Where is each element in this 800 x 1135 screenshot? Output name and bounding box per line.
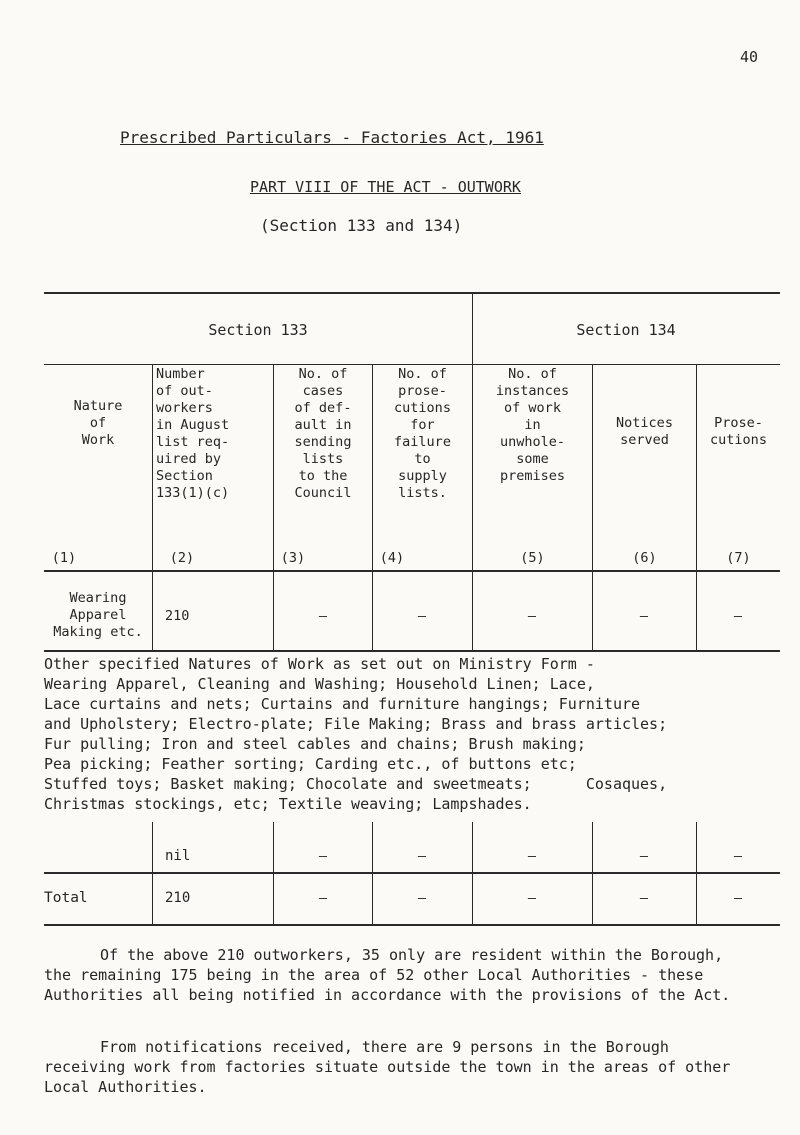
col-header-1: Nature of Work <box>73 398 123 448</box>
other-natures-line-8: Christmas stockings, etc; Textile weaving; Lampshades. <box>44 795 532 813</box>
col-header-5: No. of instances of work in unwhole- some premises <box>495 366 570 484</box>
total-col2: 210 <box>165 890 191 906</box>
table-bottom-rule <box>44 924 780 926</box>
col-num-3: (3) <box>280 550 306 566</box>
row1-col6: – <box>639 608 649 624</box>
row1-col5: – <box>527 608 537 624</box>
row2-col4: – <box>417 848 427 864</box>
section-reference: (Section 133 and 134) <box>260 216 463 235</box>
row2-bottom-rule <box>44 872 780 874</box>
group-header-section-133: Section 133 <box>208 321 308 339</box>
table-top-rule <box>44 292 780 294</box>
total-col6: – <box>639 890 649 906</box>
part-title: PART VIII OF THE ACT - OUTWORK <box>250 178 521 196</box>
document-title: Prescribed Particulars - Factories Act, 1961 <box>120 128 544 147</box>
col-num-2: (2) <box>169 550 195 566</box>
total-col4: – <box>417 890 427 906</box>
row1-nature: Wearing Apparel Making etc. <box>53 590 143 640</box>
notifications-paragraph: From notifications received, there are 9 persons in the Borough receiving work from factories situate outside the town in the areas of other Local Authorities. <box>44 1038 731 1096</box>
col-num-6: (6) <box>632 550 657 566</box>
other-natures-line-1: Other specified Natures of Work as set out on Ministry Form - <box>44 655 595 673</box>
other-natures-line-3: Lace curtains and nets; Curtains and furniture hangings; Furniture <box>44 695 641 713</box>
total-label: Total <box>44 890 88 906</box>
col-header-4: No. of prose- cutions for failure to supply lists. <box>394 366 451 501</box>
col-rule-1 <box>152 364 153 650</box>
other-natures-line-2: Wearing Apparel, Cleaning and Washing; Household Linen; Lace, <box>44 675 595 693</box>
other-natures-line-7: Stuffed toys; Basket making; Chocolate and sweetmeats; Cosaques, <box>44 775 668 793</box>
row1-bottom-rule <box>44 650 780 652</box>
col-header-7: Prose- cutions <box>710 415 767 448</box>
total-rule-1 <box>152 872 153 924</box>
outworkers-paragraph: Of the above 210 outworkers, 35 only are resident within the Borough, the remaining 175 being in the area of 52 other Local Authorities - these Authorities all being notified in accordance with the provisions of the Act. <box>44 946 731 1004</box>
row2-col3: – <box>318 848 328 864</box>
col-header-6: Notices served <box>616 415 673 448</box>
total-col5: – <box>527 890 537 906</box>
row1-col7: – <box>733 608 743 624</box>
col-num-1: (1) <box>51 550 77 566</box>
row1-col4: – <box>417 608 427 624</box>
col-header-3: No. of cases of def- ault in sending lists to the Council <box>294 366 352 501</box>
col-num-5: (5) <box>520 550 545 566</box>
group-header-section-134: Section 134 <box>576 321 676 339</box>
col-num-7: (7) <box>726 550 751 566</box>
col-header-2: Number of out- workers in August list req- uired by Section 133(1)(c) <box>156 366 230 501</box>
row2-col6: – <box>639 848 649 864</box>
other-natures-line-4: and Upholstery; Electro-plate; File Making; Brass and brass articles; <box>44 715 668 733</box>
row2-col5: – <box>527 848 537 864</box>
row2-rule-1 <box>152 822 153 872</box>
column-header-rule <box>44 570 780 572</box>
row2-col7: – <box>733 848 743 864</box>
row1-col3: – <box>318 608 328 624</box>
total-col7: – <box>733 890 743 906</box>
group-header-rule <box>44 364 780 365</box>
row2-col2: nil <box>165 848 191 864</box>
total-col3: – <box>318 890 328 906</box>
row1-col2: 210 <box>165 608 190 624</box>
other-natures-line-5: Fur pulling; Iron and steel cables and chains; Brush making; <box>44 735 586 753</box>
other-natures-line-6: Pea picking; Feather sorting; Carding etc., of buttons etc; <box>44 755 577 773</box>
col-num-4: (4) <box>379 550 405 566</box>
page-number: 40 <box>740 48 759 66</box>
